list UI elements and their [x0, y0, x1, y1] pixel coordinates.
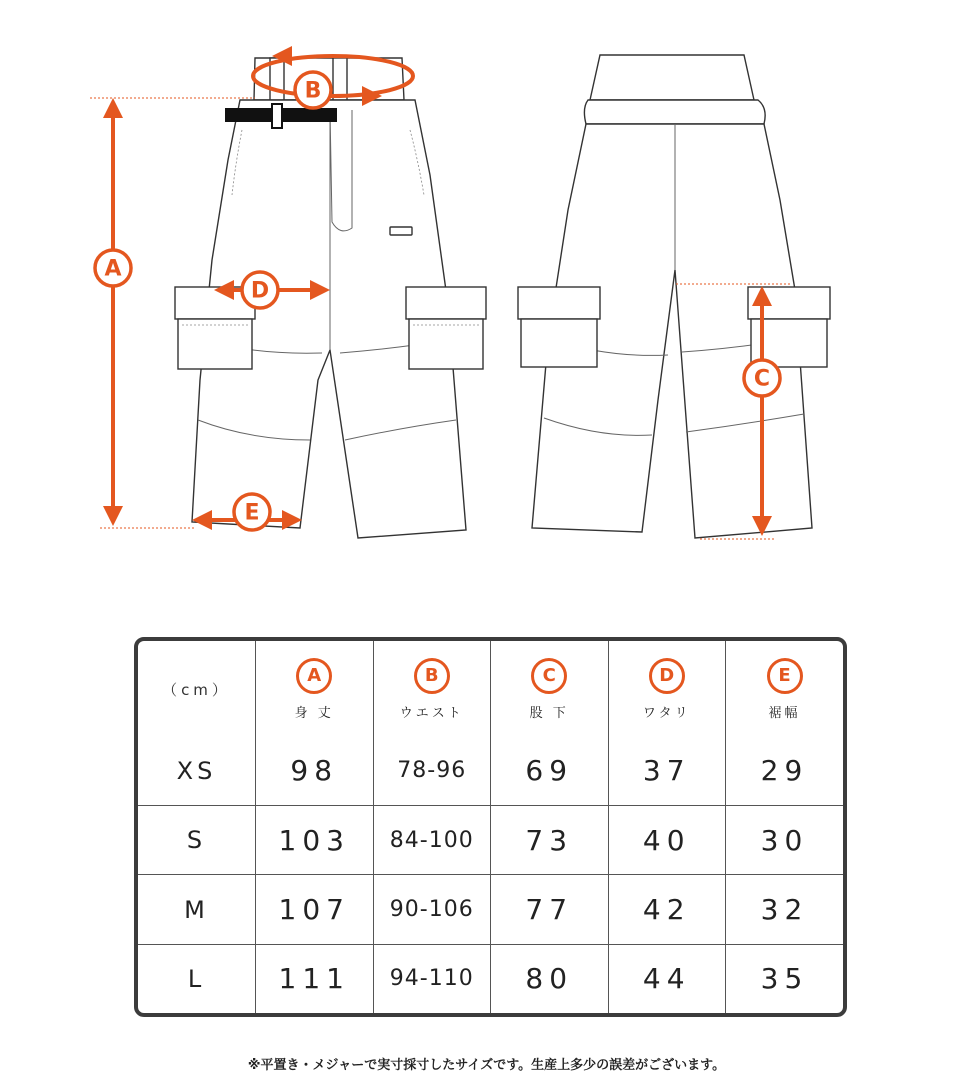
header-label-b: ウエスト [399, 705, 464, 721]
size-label-cell: L [138, 944, 256, 1013]
value-cell: 30 [726, 805, 844, 875]
front-right-cargo-pocket [406, 287, 486, 369]
value-cell: 42 [608, 875, 726, 945]
size-label-cell: M [138, 875, 256, 945]
value-cell: 90-106 [373, 875, 491, 945]
value-cell: 80 [491, 944, 609, 1013]
value-cell: 111 [256, 944, 374, 1013]
table-header-row [138, 641, 843, 737]
header-marker-e: E [767, 658, 803, 694]
svg-text:D: D [250, 278, 270, 304]
svg-text:E: E [244, 500, 260, 526]
value-cell: 77 [491, 875, 609, 945]
table-row [138, 875, 843, 945]
header-cell-a [256, 641, 374, 737]
value-cell: 94-110 [373, 944, 491, 1013]
header-cell-c [491, 641, 609, 737]
table-row [138, 805, 843, 875]
marker-c [744, 360, 780, 396]
value-cell: 98 [256, 737, 374, 805]
header-label-d: ワタリ [642, 705, 691, 721]
unit-label: （cm） [162, 680, 231, 699]
header-label-e: 裾幅 [768, 705, 801, 721]
value-cell: 73 [491, 805, 609, 875]
table-row [138, 737, 843, 805]
unit-header-cell [138, 641, 256, 737]
header-label-a: 身 丈 [294, 705, 334, 721]
header-marker-c: C [531, 658, 567, 694]
value-cell: 29 [726, 737, 844, 805]
value-cell: 107 [256, 875, 374, 945]
measurement-footnote: ※平置き・メジャーで実寸採寸したサイズです。生産上多少の誤差がございます。 [247, 1058, 726, 1073]
value-cell: 32 [726, 875, 844, 945]
back-view-pants [518, 55, 830, 538]
value-cell: 69 [491, 737, 609, 805]
size-label-cell: S [138, 805, 256, 875]
svg-text:C: C [753, 366, 771, 392]
value-cell: 103 [256, 805, 374, 875]
value-cell: 78-96 [373, 737, 491, 805]
size-label-cell: XS [138, 737, 256, 805]
header-cell-e [726, 641, 844, 737]
table-row [138, 944, 843, 1013]
front-view-pants [175, 58, 486, 538]
size-table [138, 641, 843, 1013]
marker-a [95, 250, 131, 286]
marker-b [295, 72, 331, 108]
value-cell: 44 [608, 944, 726, 1013]
header-marker-b: B [414, 658, 450, 694]
header-cell-d [608, 641, 726, 737]
value-cell: 37 [608, 737, 726, 805]
header-label-c: 股 下 [529, 705, 569, 721]
value-cell: 35 [726, 944, 844, 1013]
svg-text:A: A [104, 256, 122, 282]
header-marker-d: D [649, 658, 685, 694]
header-cell-b [373, 641, 491, 737]
marker-d [242, 272, 278, 308]
marker-e [234, 494, 270, 530]
value-cell: 84-100 [373, 805, 491, 875]
header-marker-a: A [296, 658, 332, 694]
back-left-cargo-pocket [518, 287, 600, 367]
value-cell: 40 [608, 805, 726, 875]
size-table-container [134, 637, 847, 1017]
svg-text:B: B [304, 78, 322, 104]
